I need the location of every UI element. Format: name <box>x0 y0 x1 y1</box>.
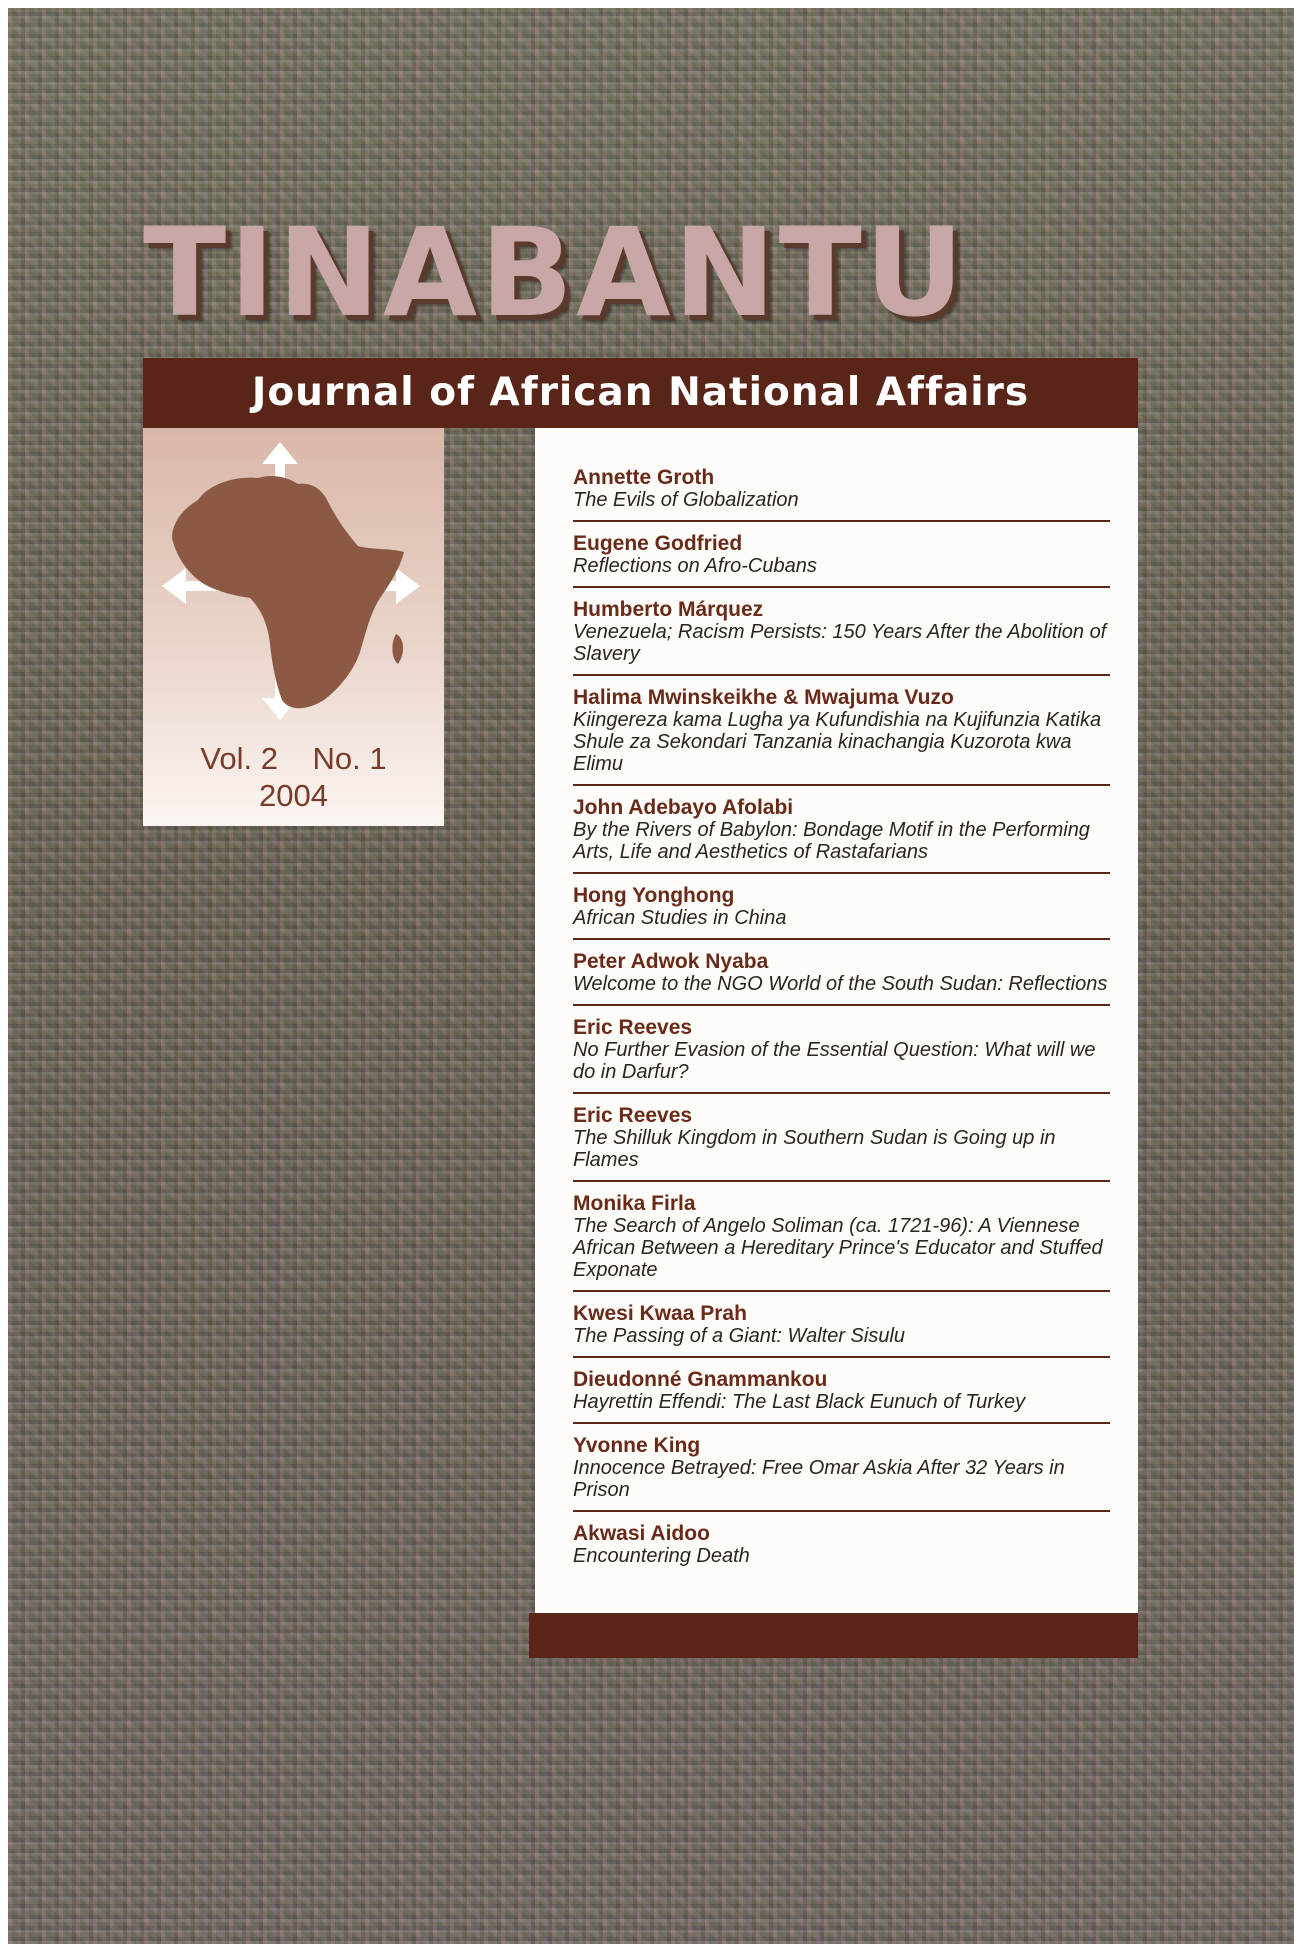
toc-article-title: The Shilluk Kingdom in Southern Sudan is Going up in Flames <box>573 1127 1056 1171</box>
toc-author: Eric Reeves <box>573 1104 693 1127</box>
toc-article-title: By the Rivers of Babylon: Bondage Motif in the Performing Arts, Life and Aesthetics of Rastafarians <box>573 819 1090 863</box>
toc-entry <box>573 1512 1110 1576</box>
toc-article-title: Kiingereza kama Lugha ya Kufundishia na Kujifunzia Katika Shule za Sekondari Tanzania kinachangia Kuzorota kwa Elimu <box>573 709 1102 775</box>
volume-number-line <box>143 741 444 777</box>
toc-author: Eric Reeves <box>573 1016 693 1039</box>
toc-article-title: The Search of Angelo Soliman (ca. 1721-96): A Viennese African Between a Hereditary Prince's Educator and Stuffed Exponate <box>573 1215 1103 1281</box>
toc-article-title: Welcome to the NGO World of the South Sudan: Reflections <box>573 973 1108 995</box>
toc-article-title: The Evils of Globalization <box>573 489 799 511</box>
toc-article-title: Innocence Betrayed: Free Omar Askia After 32 Years in Prison <box>573 1457 1065 1501</box>
subtitle-bar <box>143 358 1138 428</box>
africa-continent-shape <box>172 476 404 708</box>
toc-author: Humberto Márquez <box>573 598 764 621</box>
toc-author: Kwesi Kwaa Prah <box>573 1302 747 1325</box>
journal-title: TINABANTU <box>143 202 967 344</box>
toc-author: John Adebayo Afolabi <box>573 796 794 819</box>
toc-author: Akwasi Aidoo <box>573 1522 710 1545</box>
toc-entry <box>573 1424 1110 1512</box>
toc-author: Hong Yonghong <box>573 884 735 907</box>
toc-entry <box>573 874 1110 940</box>
toc-entry <box>573 1006 1110 1094</box>
toc-article-title: Hayrettin Effendi: The Last Black Eunuch of Turkey <box>573 1391 1026 1413</box>
journal-cover <box>8 8 1294 1944</box>
africa-map-icon <box>158 438 433 728</box>
toc-article-title: Encountering Death <box>573 1545 750 1567</box>
toc-article-title: The Passing of a Giant: Walter Sisulu <box>573 1325 906 1347</box>
toc-author: Peter Adwok Nyaba <box>573 950 769 973</box>
toc-article-title: No Further Evasion of the Essential Question: What will we do in Darfur? <box>573 1039 1096 1083</box>
toc-article-title: Reflections on Afro-Cubans <box>573 555 817 577</box>
toc-entry <box>573 456 1110 522</box>
toc-entry <box>573 522 1110 588</box>
toc-entry <box>573 940 1110 1006</box>
madagascar-shape <box>392 634 403 664</box>
toc-entry <box>573 588 1110 676</box>
contents-footer-bar <box>529 1613 1138 1658</box>
issue-number-label: No. 1 <box>312 741 387 776</box>
toc-author: Annette Groth <box>573 466 715 489</box>
toc-author: Eugene Godfried <box>573 532 743 555</box>
toc-entry <box>573 786 1110 874</box>
issue-year: 2004 <box>259 778 328 813</box>
toc-entry <box>573 676 1110 786</box>
toc-article-title: Venezuela; Racism Persists: 150 Years After the Abolition of Slavery <box>573 621 1107 665</box>
toc-entry <box>573 1094 1110 1182</box>
journal-subtitle: Journal of African National Affairs <box>251 370 1030 415</box>
toc-author: Yvonne King <box>573 1434 701 1457</box>
issue-info-box <box>143 428 444 826</box>
toc-author: Halima Mwinskeikhe & Mwajuma Vuzo <box>573 686 954 709</box>
toc-entry <box>573 1292 1110 1358</box>
volume-label: Vol. 2 <box>200 741 278 776</box>
toc-article-title: African Studies in China <box>573 907 787 929</box>
toc-entry <box>573 1182 1110 1292</box>
toc-entry <box>573 1358 1110 1424</box>
table-of-contents <box>535 428 1138 1613</box>
toc-author: Dieudonné Gnammankou <box>573 1368 828 1391</box>
toc-author: Monika Firla <box>573 1192 696 1215</box>
